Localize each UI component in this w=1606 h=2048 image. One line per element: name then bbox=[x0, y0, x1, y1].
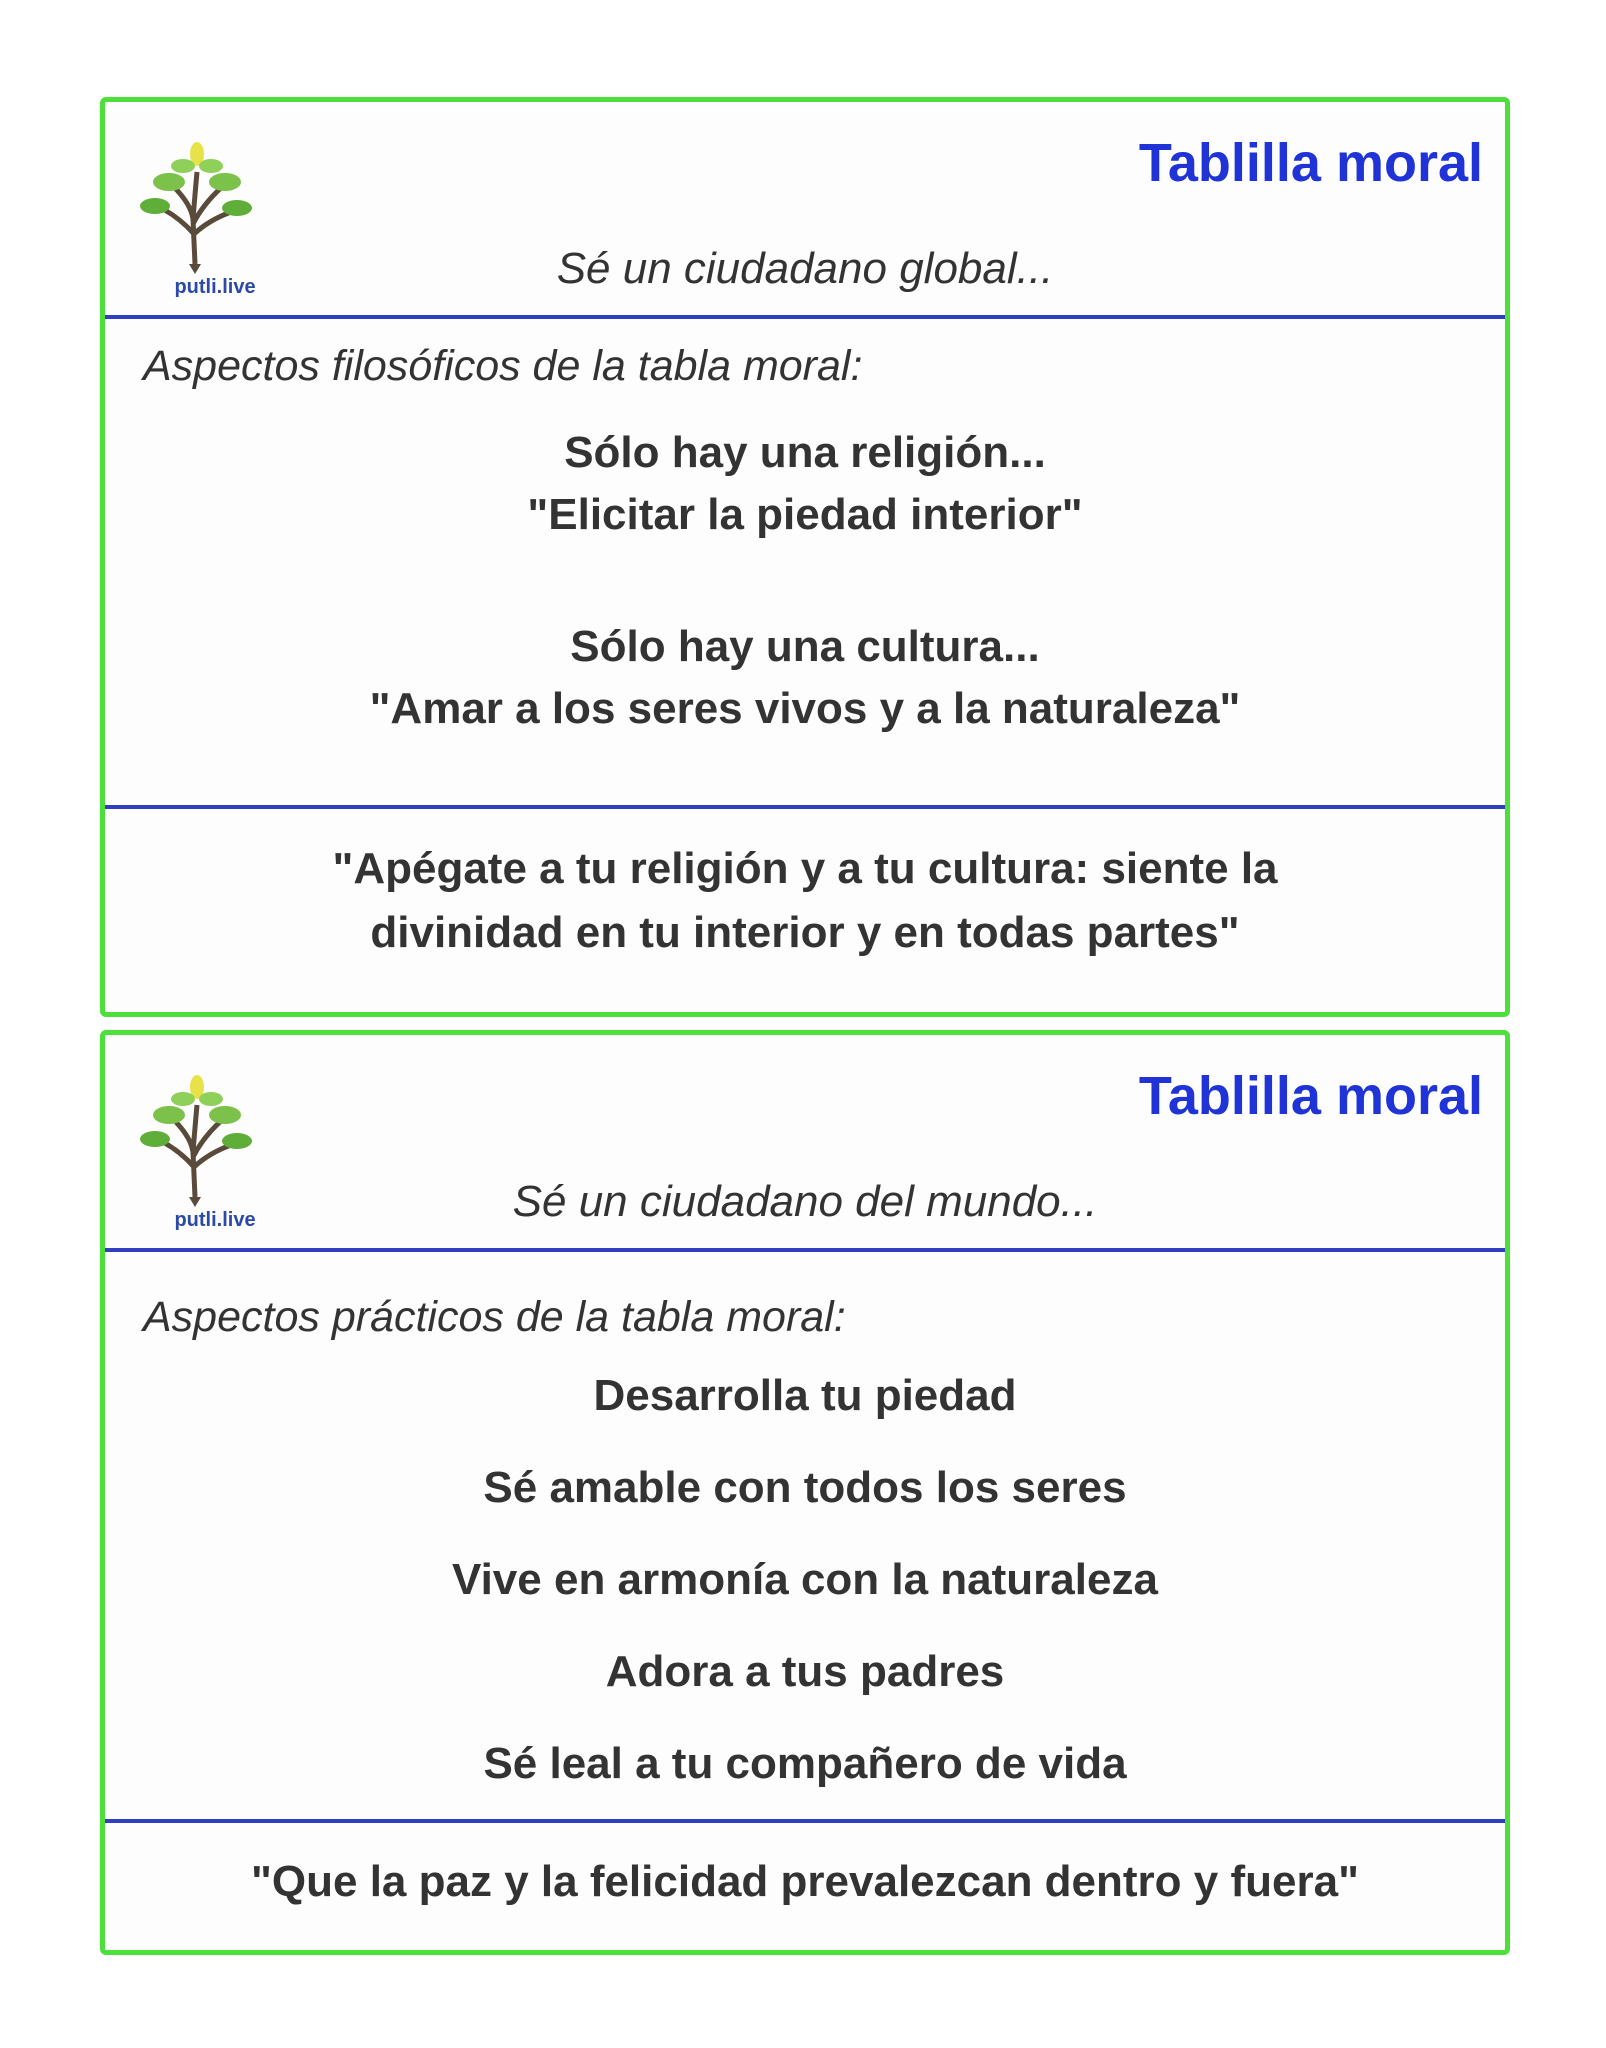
header-divider bbox=[105, 1248, 1505, 1252]
line-religion: Sólo hay una religión... bbox=[564, 428, 1046, 477]
line-piety: "Elicitar la piedad interior" bbox=[527, 490, 1083, 539]
line-love: "Amar a los seres vivos y a la naturaleza" bbox=[369, 684, 1241, 733]
moral-tablet-card-1 bbox=[100, 97, 1510, 1017]
footer-divider bbox=[105, 1819, 1505, 1823]
card-title: Tablilla moral bbox=[1138, 133, 1483, 193]
footer-quote-line-2: divinidad en tu interior y en todas partes" bbox=[370, 908, 1240, 957]
section-heading: Aspectos filosóficos de la tabla moral: bbox=[143, 342, 863, 390]
section-heading: Aspectos prácticos de la tabla moral: bbox=[143, 1293, 846, 1341]
line-practice-1: Desarrolla tu piedad bbox=[593, 1371, 1017, 1420]
line-culture: Sólo hay una cultura... bbox=[570, 622, 1040, 671]
moral-tablet-card-2 bbox=[100, 1030, 1510, 1955]
logo-text: putli.live bbox=[174, 1209, 256, 1231]
line-practice-5: Sé leal a tu compañero de vida bbox=[483, 1739, 1127, 1788]
line-practice-3: Vive en armonía con la naturaleza bbox=[452, 1555, 1158, 1604]
card-motto: Sé un ciudadano global... bbox=[556, 244, 1054, 293]
header-divider bbox=[105, 315, 1505, 319]
footer-quote-line-1: "Apégate a tu religión y a tu cultura: siente la bbox=[332, 844, 1278, 893]
line-practice-2: Sé amable con todos los seres bbox=[483, 1463, 1127, 1512]
line-practice-4: Adora a tus padres bbox=[605, 1647, 1005, 1696]
card-motto: Sé un ciudadano del mundo... bbox=[512, 1177, 1098, 1226]
footer-divider bbox=[105, 805, 1505, 809]
card-title: Tablilla moral bbox=[1138, 1066, 1483, 1126]
logo-text: putli.live bbox=[174, 276, 256, 298]
footer-quote: "Que la paz y la felicidad prevalezcan dentro y fuera" bbox=[251, 1857, 1359, 1906]
